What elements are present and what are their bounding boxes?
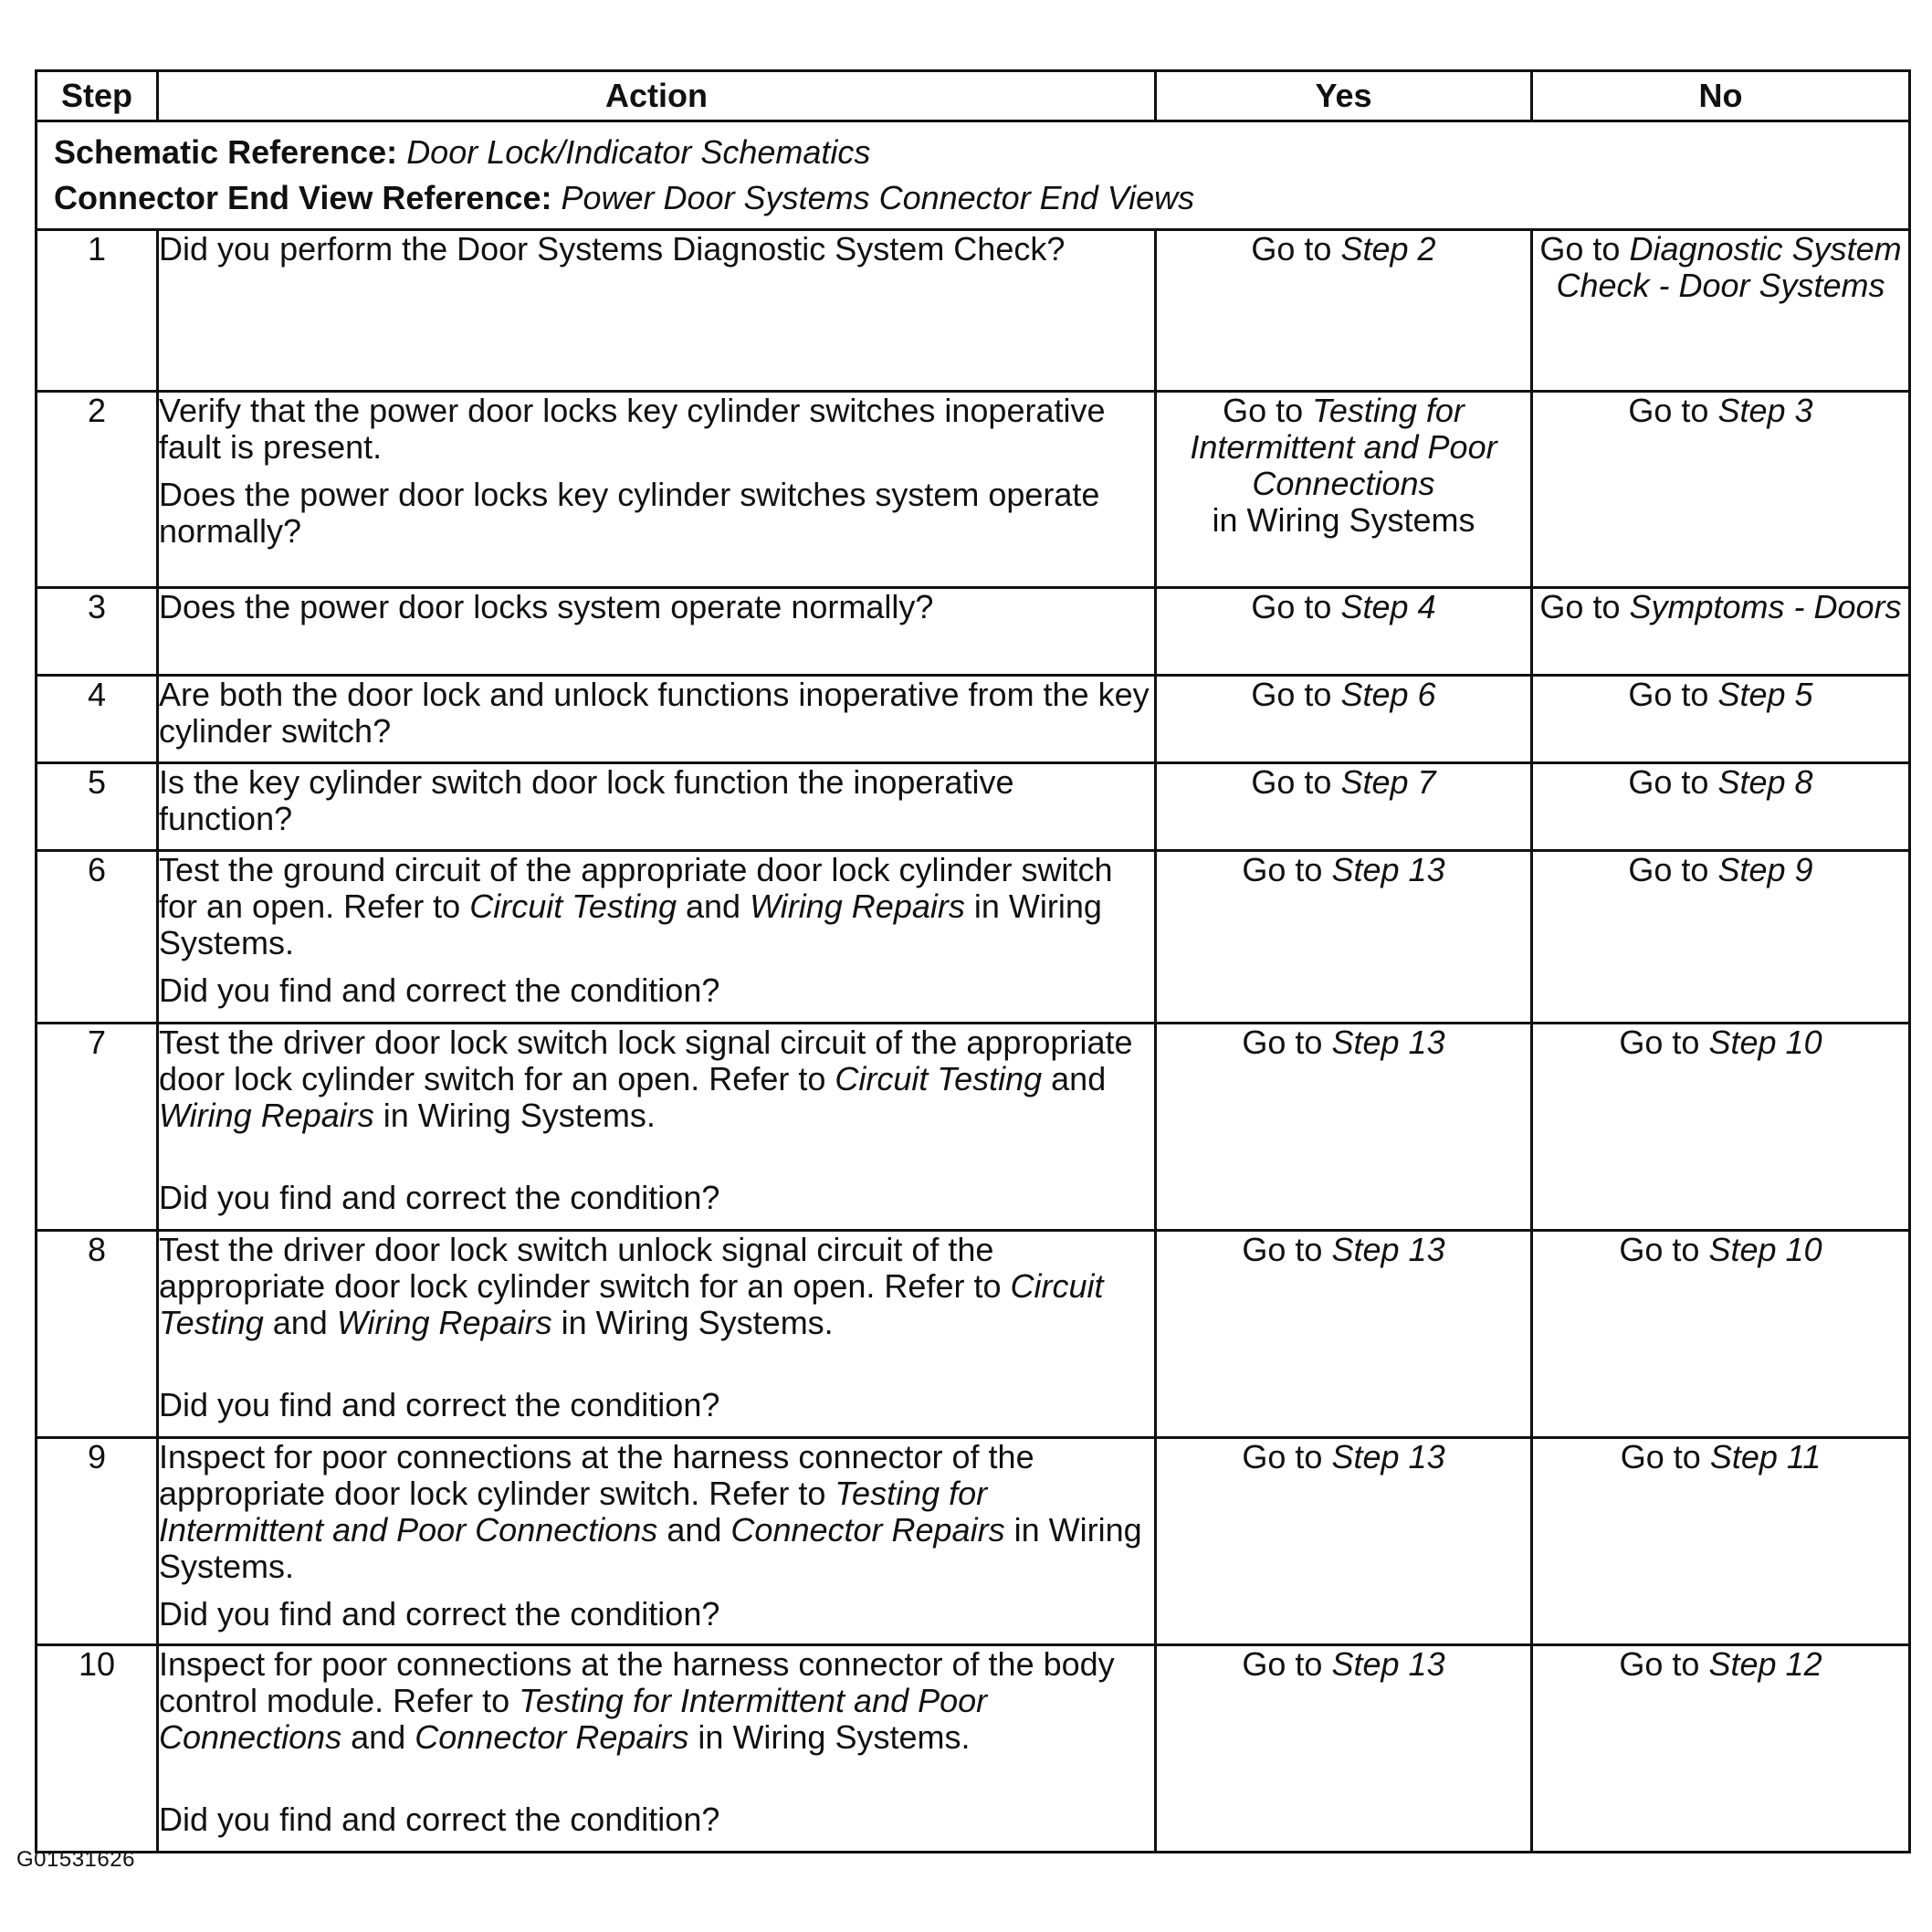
no-cell: [1532, 1024, 1910, 1231]
action-cell: [158, 1645, 1156, 1853]
yes-cell: [1156, 851, 1532, 1024]
connector-reference-value: Power Door Systems Connector End Views: [561, 179, 1195, 216]
yes-reference: Step 13: [1331, 851, 1445, 888]
no-cell: [1532, 1645, 1910, 1853]
no-cell: [1532, 676, 1910, 763]
schematic-reference-label: Schematic Reference:: [54, 133, 398, 171]
no-cell: [1532, 1438, 1910, 1645]
yes-cell: [1156, 1438, 1532, 1645]
step-number: 2: [37, 392, 158, 588]
yes-reference: Testing for Intermittent and Poor Connections: [1190, 392, 1497, 502]
figure-id: G01531626: [16, 1847, 135, 1872]
action-text-b: in Wiring Systems.: [698, 1718, 971, 1756]
action-ref-1: Circuit Testing: [835, 1060, 1043, 1097]
yes-cell: [1156, 1024, 1532, 1231]
yes-cell: [1156, 588, 1532, 676]
no-prefix: Go to: [1619, 1231, 1700, 1268]
yes-cell: [1156, 1645, 1532, 1853]
action-cell: [158, 1438, 1156, 1645]
step-number: 9: [37, 1438, 158, 1645]
yes-prefix: Go to: [1242, 1438, 1323, 1475]
yes-cell: [1156, 763, 1532, 851]
step-number: 3: [37, 588, 158, 676]
yes-reference: Step 7: [1340, 763, 1436, 801]
action-ref-2: Connector Repairs: [730, 1511, 1005, 1549]
yes-prefix: Go to: [1251, 763, 1332, 801]
no-prefix: Go to: [1628, 676, 1709, 713]
no-cell: [1532, 392, 1910, 588]
yes-reference: Step 2: [1340, 230, 1436, 268]
yes-cell: [1156, 392, 1532, 588]
reference-row: [37, 121, 1910, 230]
action-text: [159, 1232, 1154, 1341]
yes-suffix: in Wiring Systems: [1212, 501, 1475, 539]
table-row: [37, 1438, 1910, 1645]
action-text-a: Inspect for poor connections at the harness connector of the body control module. Refer to: [159, 1645, 1115, 1719]
header-no: No: [1532, 71, 1910, 121]
schematic-reference-value: Door Lock/Indicator Schematics: [406, 133, 871, 171]
action-text: Verify that the power door locks key cylinder switches inoperative fault is present.: [159, 392, 1106, 466]
no-reference: Step 10: [1708, 1024, 1822, 1061]
table-row: [37, 676, 1910, 763]
diagnostic-table: [35, 69, 1911, 1853]
action-text-b: in Wiring Systems.: [159, 1511, 1142, 1585]
step-number: 10: [37, 1645, 158, 1853]
action-cell: [158, 1231, 1156, 1438]
action-text: Are both the door lock and unlock functions inoperative from the key cylinder switch?: [159, 676, 1150, 750]
action-ref-1: Testing for Intermittent and Poor Connections: [159, 1682, 988, 1756]
no-reference: Step 5: [1717, 676, 1813, 713]
action-text-a: Test the ground circuit of the appropriate door lock cylinder switch for an open. Refer to: [159, 851, 1113, 925]
step-number: 8: [37, 1231, 158, 1438]
yes-prefix: Go to: [1251, 230, 1332, 268]
no-cell: [1532, 230, 1910, 392]
table-row: [37, 588, 1910, 676]
action-and: and: [686, 887, 741, 925]
header-yes: Yes: [1156, 71, 1532, 121]
action-text: [159, 1024, 1154, 1134]
action-text: Is the key cylinder switch door lock function the inoperative function?: [159, 763, 1014, 837]
action-and: and: [272, 1304, 328, 1341]
yes-reference: Step 13: [1331, 1438, 1445, 1475]
action-cell: [158, 851, 1156, 1024]
yes-cell: [1156, 230, 1532, 392]
action-text: Did you perform the Door Systems Diagnostic System Check?: [159, 230, 1066, 268]
yes-cell: [1156, 676, 1532, 763]
action-ref-2: Wiring Repairs: [159, 1097, 374, 1134]
no-prefix: Go to: [1628, 851, 1709, 888]
no-prefix: Go to: [1628, 763, 1709, 801]
yes-reference: Step 6: [1340, 676, 1436, 713]
yes-prefix: Go to: [1251, 588, 1332, 625]
step-number: 6: [37, 851, 158, 1024]
yes-cell: [1156, 1231, 1532, 1438]
action-cell: [158, 588, 1156, 676]
action-cell: [158, 392, 1156, 588]
action-text: [159, 1439, 1154, 1585]
action-and: and: [351, 1718, 406, 1756]
action-cell: [158, 230, 1156, 392]
action-ref-2: Wiring Repairs: [336, 1304, 552, 1341]
table-row: [37, 851, 1910, 1024]
no-prefix: Go to: [1620, 1438, 1701, 1475]
action-cell: [158, 676, 1156, 763]
yes-reference: Step 4: [1340, 588, 1436, 625]
table-row: [37, 392, 1910, 588]
action-ref-2: Connector Repairs: [415, 1718, 689, 1756]
action-text-a: Inspect for poor connections at the harness connector of the appropriate door lock cylinder switch. Refer to: [159, 1438, 1034, 1512]
action-question: Did you find and correct the condition?: [159, 1386, 720, 1423]
yes-reference: Step 13: [1331, 1231, 1445, 1268]
no-reference: Diagnostic System Check - Door Systems: [1556, 230, 1902, 304]
action-question: Did you find and correct the condition?: [159, 971, 720, 1009]
action-question: Did you find and correct the condition?: [159, 1801, 720, 1838]
action-text: [159, 852, 1154, 961]
table-row: [37, 1231, 1910, 1438]
step-number: 7: [37, 1024, 158, 1231]
yes-prefix: Go to: [1251, 676, 1332, 713]
no-cell: [1532, 763, 1910, 851]
action-ref-1: Testing for Intermittent and Poor Connections: [159, 1475, 988, 1549]
table-row: [37, 1024, 1910, 1231]
action-text-a: Test the driver door lock switch unlock signal circuit of the appropriate door lock cylinder switch for an open. Refer to: [159, 1231, 1002, 1305]
action-text: [159, 1646, 1154, 1756]
no-prefix: Go to: [1619, 1024, 1700, 1061]
no-reference: Step 12: [1708, 1645, 1822, 1683]
no-cell: [1532, 588, 1910, 676]
no-reference: Step 11: [1709, 1438, 1822, 1475]
action-ref-2: Wiring Repairs: [750, 887, 965, 925]
action-text-b: in Wiring Systems.: [159, 887, 1102, 961]
yes-prefix: Go to: [1242, 1231, 1323, 1268]
yes-prefix: Go to: [1242, 1024, 1323, 1061]
action-cell: [158, 763, 1156, 851]
yes-prefix: Go to: [1242, 851, 1323, 888]
table-row: [37, 763, 1910, 851]
action-and: and: [1051, 1060, 1107, 1097]
connector-reference: [54, 175, 1892, 221]
yes-reference: Step 13: [1331, 1645, 1445, 1683]
no-prefix: Go to: [1539, 588, 1621, 625]
action-text-a: Test the driver door lock switch lock signal circuit of the appropriate door lock cylinder switch for an open. Refer to: [159, 1024, 1133, 1097]
action-cell: [158, 1024, 1156, 1231]
no-reference: Symptoms - Doors: [1629, 588, 1902, 625]
yes-reference: Step 13: [1331, 1024, 1445, 1061]
header-action: Action: [158, 71, 1156, 121]
table-row: [37, 230, 1910, 392]
action-ref-1: Circuit Testing: [159, 1267, 1104, 1341]
no-cell: [1532, 851, 1910, 1024]
reference-cell: [37, 121, 1910, 230]
no-reference: Step 8: [1717, 763, 1813, 801]
action-ref-1: Circuit Testing: [469, 887, 677, 925]
action-text-b: in Wiring Systems.: [561, 1304, 834, 1341]
action-text: Does the power door locks system operate normally?: [159, 588, 934, 625]
no-cell: [1532, 1231, 1910, 1438]
no-reference: Step 10: [1708, 1231, 1822, 1268]
step-number: 4: [37, 676, 158, 763]
no-prefix: Go to: [1619, 1645, 1700, 1683]
table-header-row: [37, 71, 1910, 121]
no-reference: Step 3: [1717, 392, 1813, 429]
action-question: Did you find and correct the condition?: [159, 1595, 720, 1633]
step-number: 1: [37, 230, 158, 392]
no-prefix: Go to: [1539, 230, 1621, 268]
action-text-b: in Wiring Systems.: [383, 1097, 656, 1134]
yes-prefix: Go to: [1242, 1645, 1323, 1683]
schematic-reference: [54, 130, 1892, 175]
action-question: Did you find and correct the condition?: [159, 1179, 720, 1216]
action-and: and: [667, 1511, 722, 1549]
yes-prefix: Go to: [1223, 392, 1304, 429]
no-prefix: Go to: [1628, 392, 1709, 429]
no-reference: Step 9: [1717, 851, 1813, 888]
step-number: 5: [37, 763, 158, 851]
connector-reference-label: Connector End View Reference:: [54, 179, 552, 216]
table-row: [37, 1645, 1910, 1853]
action-question: Does the power door locks key cylinder switches system operate normally?: [159, 476, 1100, 550]
header-step: Step: [37, 71, 158, 121]
